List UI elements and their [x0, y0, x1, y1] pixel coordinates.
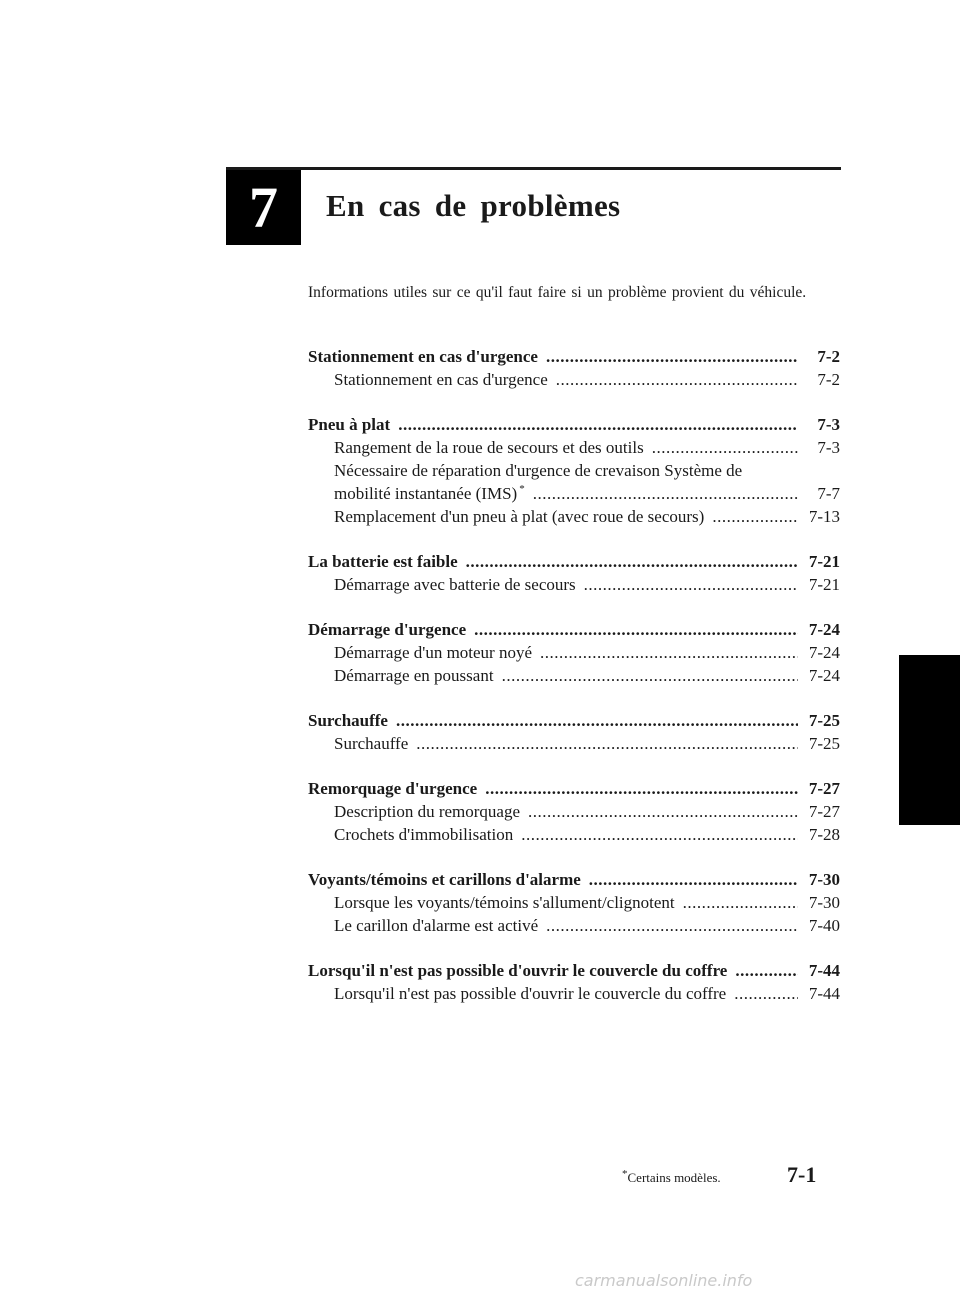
chapter-number-box — [226, 170, 301, 245]
chapter-number: 7 — [249, 175, 278, 240]
toc-main-entry[interactable]: Remorquage d'urgence ..... 7-27 — [308, 777, 840, 800]
toc-sub-entry[interactable]: Crochets d'immobilisation ..... 7-28 — [308, 823, 840, 846]
chapter-intro: Informations utiles sur ce qu'il faut faire si un problème provient du véhicule. — [308, 284, 807, 301]
footer-note: *Certains modèles. — [622, 1167, 721, 1185]
page-ref: 7-24 — [808, 666, 840, 685]
page-number: 7-1 — [787, 1162, 817, 1187]
page-ref: 7-27 — [808, 779, 840, 798]
toc-sub-entry[interactable]: Lorsqu'il n'est pas possible d'ouvrir le couvercle du coffre ..... 7-44 — [308, 982, 840, 1005]
page-ref: 7-3 — [817, 438, 840, 457]
toc-sub-entry[interactable]: Rangement de la roue de secours et des outils ..... 7-3 — [308, 436, 840, 459]
page-ref: 7-44 — [808, 984, 840, 1003]
toc-sub-entry[interactable]: Stationnement en cas d'urgence ..... 7-2 — [308, 368, 840, 391]
toc-section — [308, 959, 840, 1005]
page-ref: 7-30 — [808, 893, 840, 912]
toc-section — [308, 777, 840, 846]
toc-section — [308, 618, 840, 687]
toc-sub-entry-multiline[interactable]: Nécessaire de réparation d'urgence de crevaison Système de mobilité instantanée (IMS) * ..... 7-7 — [308, 459, 840, 505]
toc-section — [308, 709, 840, 755]
page-ref: 7-44 — [808, 961, 840, 980]
toc-section — [308, 413, 840, 528]
page-ref: 7-30 — [808, 870, 840, 889]
toc-sub-entry[interactable]: Description du remorquage ..... 7-27 — [308, 800, 840, 823]
toc-sub-entry[interactable]: Lorsque les voyants/témoins s'allument/clignotent ..... 7-30 — [308, 891, 840, 914]
toc-sub-entry[interactable]: Le carillon d'alarme est activé ..... 7-40 — [308, 914, 840, 937]
toc-sub-entry[interactable]: Remplacement d'un pneu à plat (avec roue de secours) ..... 7-13 — [308, 505, 840, 528]
toc-main-entry[interactable]: Pneu à plat ..... 7-3 — [308, 413, 840, 436]
page-ref: 7-3 — [817, 415, 840, 434]
page-ref: 7-24 — [808, 620, 840, 639]
toc-section — [308, 868, 840, 937]
table-of-contents — [308, 345, 840, 1027]
toc-main-entry[interactable]: Voyants/témoins et carillons d'alarme ..... 7-30 — [308, 868, 840, 891]
page-ref: 7-28 — [808, 825, 840, 844]
toc-main-entry[interactable]: La batterie est faible ..... 7-21 — [308, 550, 840, 573]
page-ref: 7-7 — [817, 484, 840, 503]
chapter-thumb-tab — [899, 655, 960, 825]
toc-main-entry[interactable]: Lorsqu'il n'est pas possible d'ouvrir le couvercle du coffre ..... 7-44 — [308, 959, 840, 982]
optional-equipment-star: * — [519, 483, 525, 496]
page-ref: 7-2 — [817, 347, 840, 366]
toc-section — [308, 550, 840, 596]
toc-sub-entry[interactable]: Démarrage en poussant ..... 7-24 — [308, 664, 840, 687]
toc-main-entry[interactable]: Surchauffe ..... 7-25 — [308, 709, 840, 732]
footnote-star: * — [622, 1167, 628, 1180]
toc-main-entry[interactable]: Démarrage d'urgence ..... 7-24 — [308, 618, 840, 641]
page-ref: 7-24 — [808, 643, 840, 662]
page-ref: 7-25 — [808, 711, 840, 730]
toc-sub-entry[interactable]: Démarrage d'un moteur noyé ..... 7-24 — [308, 641, 840, 664]
page-ref: 7-13 — [808, 507, 840, 526]
chapter-title: En cas de problèmes — [326, 188, 621, 223]
page-ref: 7-21 — [808, 575, 840, 594]
page-ref: 7-21 — [808, 552, 840, 571]
page-ref: 7-40 — [808, 916, 840, 935]
toc-sub-entry[interactable]: Démarrage avec batterie de secours ..... 7-21 — [308, 573, 840, 596]
header-rule — [226, 167, 841, 170]
toc-sub-entry[interactable]: Surchauffe ..... 7-25 — [308, 732, 840, 755]
page-ref: 7-27 — [808, 802, 840, 821]
page-ref: 7-2 — [817, 370, 840, 389]
toc-main-entry[interactable]: Stationnement en cas d'urgence ..... 7-2 — [308, 345, 840, 368]
watermark: carmanualsonline.info — [575, 1271, 753, 1290]
toc-section — [308, 345, 840, 391]
page-ref: 7-25 — [808, 734, 840, 753]
